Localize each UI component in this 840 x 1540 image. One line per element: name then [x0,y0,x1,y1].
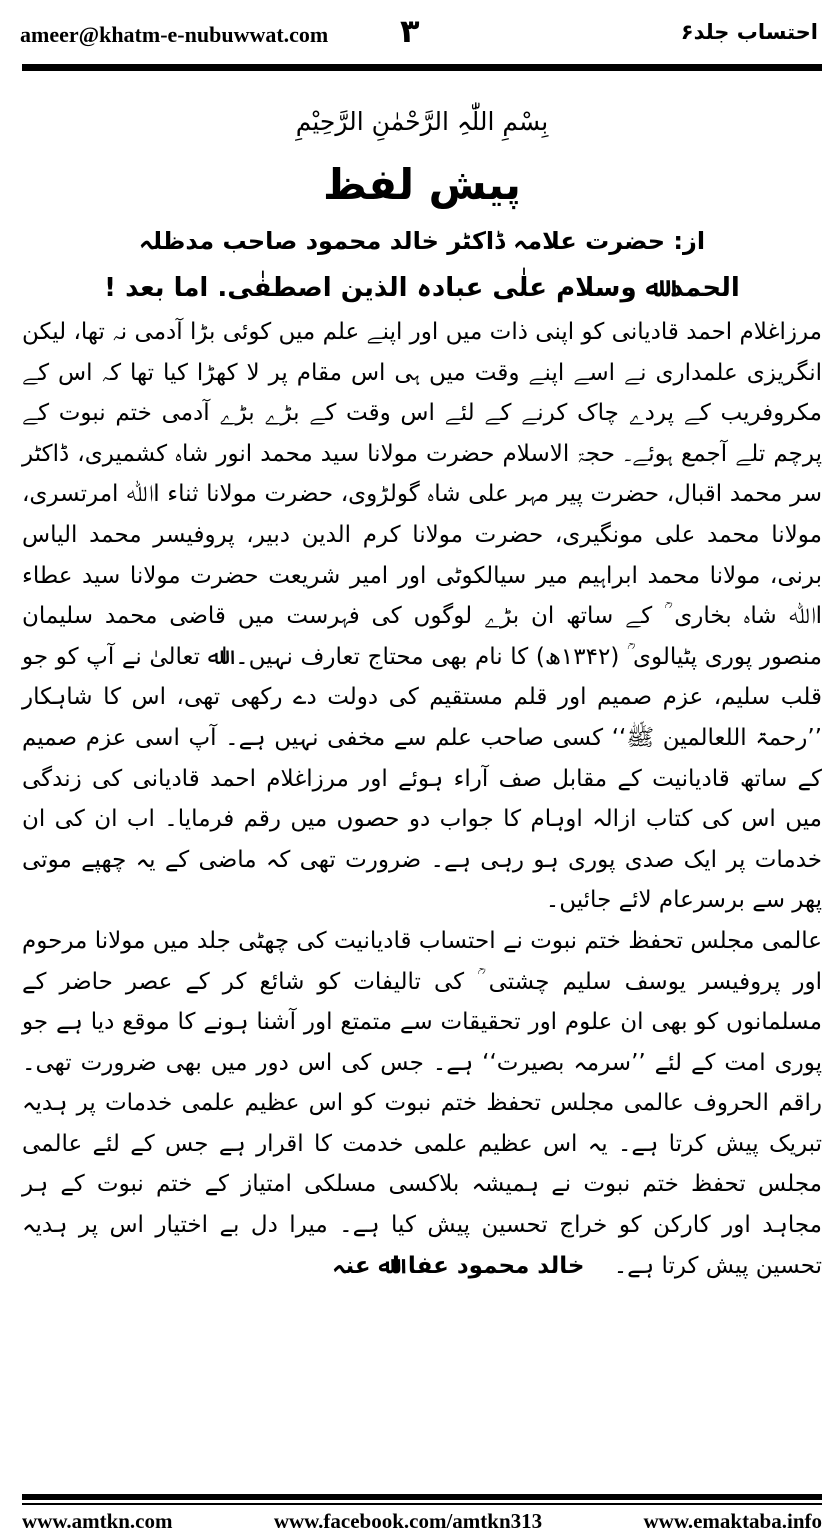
page-body [22,96,822,1486]
footer-links [22,1509,822,1534]
paragraph-2-text: عالمی مجلس تحفظ ختم نبوت نے احتساب قادیانیت کی چھٹی جلد میں مولانا مرحوم اور پروفیسر یوسف سلیم چشتی ؒ کی تالیفات کو شائع کر کے عصر حاضر کے مسلمانوں کو بھی ان علوم اور تحقیقات سے متمتع اور آشنا ہونے کا موقع دیا ہے جو پوری امت کے لئے ’’سرمہ بصیرت‘‘ ہے۔ جس کی اس دور میں بھی ضرورت تھی۔ راقم الحروف عالمی مجلس تحفظ ختم نبوت کو اس عظیم علمی خدمات پر ہدیہ تبریک پیش کرتا ہے۔ یہ اس عظیم علمی خدمت کا اقرار ہے جس کے لئے عالمی مجلس تحفظ ختم نبوت نے ہمیشہ بلاکسی مسلکی امتیاز کے ختم نبوت کے ہر مجاہد اور کارکن کو خراج تحسین پیش کیا ہے۔ میرا دل بے اختیار اس پر ہدیہ تحسین پیش کرتا ہے۔ [22,927,822,1279]
book-title: احتساب جلد۶ [680,20,818,44]
author-line: از: حضرت علامہ ڈاکٹر خالد محمود صاحب مدظلہ [138,227,706,255]
header-divider [22,64,822,71]
footer-link-emaktaba[interactable]: www.emaktaba.info [643,1509,822,1533]
signature: خالد محمود عفا اﷲ عنہ [331,1252,585,1279]
page-footer [0,1494,840,1540]
footer-link-amtkn[interactable]: www.amtkn.com [22,1509,173,1533]
bismillah: بِسْمِ اللّٰہِ الرَّحْمٰنِ الرَّحِیْمِ [295,107,549,136]
page-header [0,0,840,68]
paragraph-1: مرزاغلام احمد قادیانی کو اپنی ذات میں اور اپنے علم میں کوئی بڑا آدمی نہ تھا، لیکن انگریزی علمداری نے اسے اپنے وقت میں ہی اس مقام پر لا کھڑا کیا تھا کہ اس کے مکروفریب کے پردے چاک کرنے کے لئے اس وقت کے بڑے بڑے آدمی ختم نبوت کے پرچم تلے آجمع ہوئے۔ حجۃ الاسلام حضرت مولانا سید محمد انور شاہ کشمیری، ڈاکٹر سر محمد اقبال، حضرت پیر مہر علی شاہ گولڑوی، حضرت مولانا ثناء اﷲ امرتسری، مولانا محمد علی مونگیری، حضرت مولانا کرم الدین دبیر، پروفیسر محمد الیاس برنی، مولانا محمد ابراہیم میر سیالکوٹی اور امیر شریعت حضرت مولانا سید عطاء اﷲ شاہ بخاری ؒ کے ساتھ ان بڑے لوگوں کی فہرست میں قاضی محمد سلیمان منصور پوری پٹیالوی ؒ (۱۳۴۲ھ) کا نام بھی محتاج تعارف نہیں۔ اﷲ تعالیٰ نے آپ کو جو قلب سلیم، عزم صمیم اور قلم مستقیم کی دولت دے رکھی تھی، اس کا شاہکار ’’رحمۃ اللعالمین ﷺ‘‘ کسی صاحب علم سے مخفی نہیں ہے۔ آپ اسی عزم صمیم کے ساتھ قادیانیت کے مقابل صف آراء ہوئے اور مرزاغلام احمد قادیانی کی زندگی میں اس کی کتاب ازالہ اوہام کا جواب دو حصوں میں رقم فرمایا۔ اب ان کی ان خدمات پر ایک صدی پوری ہو رہی ہے۔ ضرورت تھی کہ ماضی کے یہ چھپے موتی پھر سے برسرعام لائے جائیں۔ [22,319,822,914]
footer-link-facebook[interactable]: www.facebook.com/amtkn313 [273,1509,543,1533]
header-email: ameer@khatm-e-nubuwwat.com [20,22,329,47]
paragraph-2 [22,921,822,1286]
footer-divider-thick [22,1494,822,1500]
page-number: ۳ [400,12,420,50]
page-title: پیش لفظ [323,160,521,209]
footer-divider-thin [22,1503,822,1505]
opening-invocation: الحمد ﷲ وسلام علٰی عبادہ الذین اصطفٰی. اما بعد ! [104,273,740,303]
